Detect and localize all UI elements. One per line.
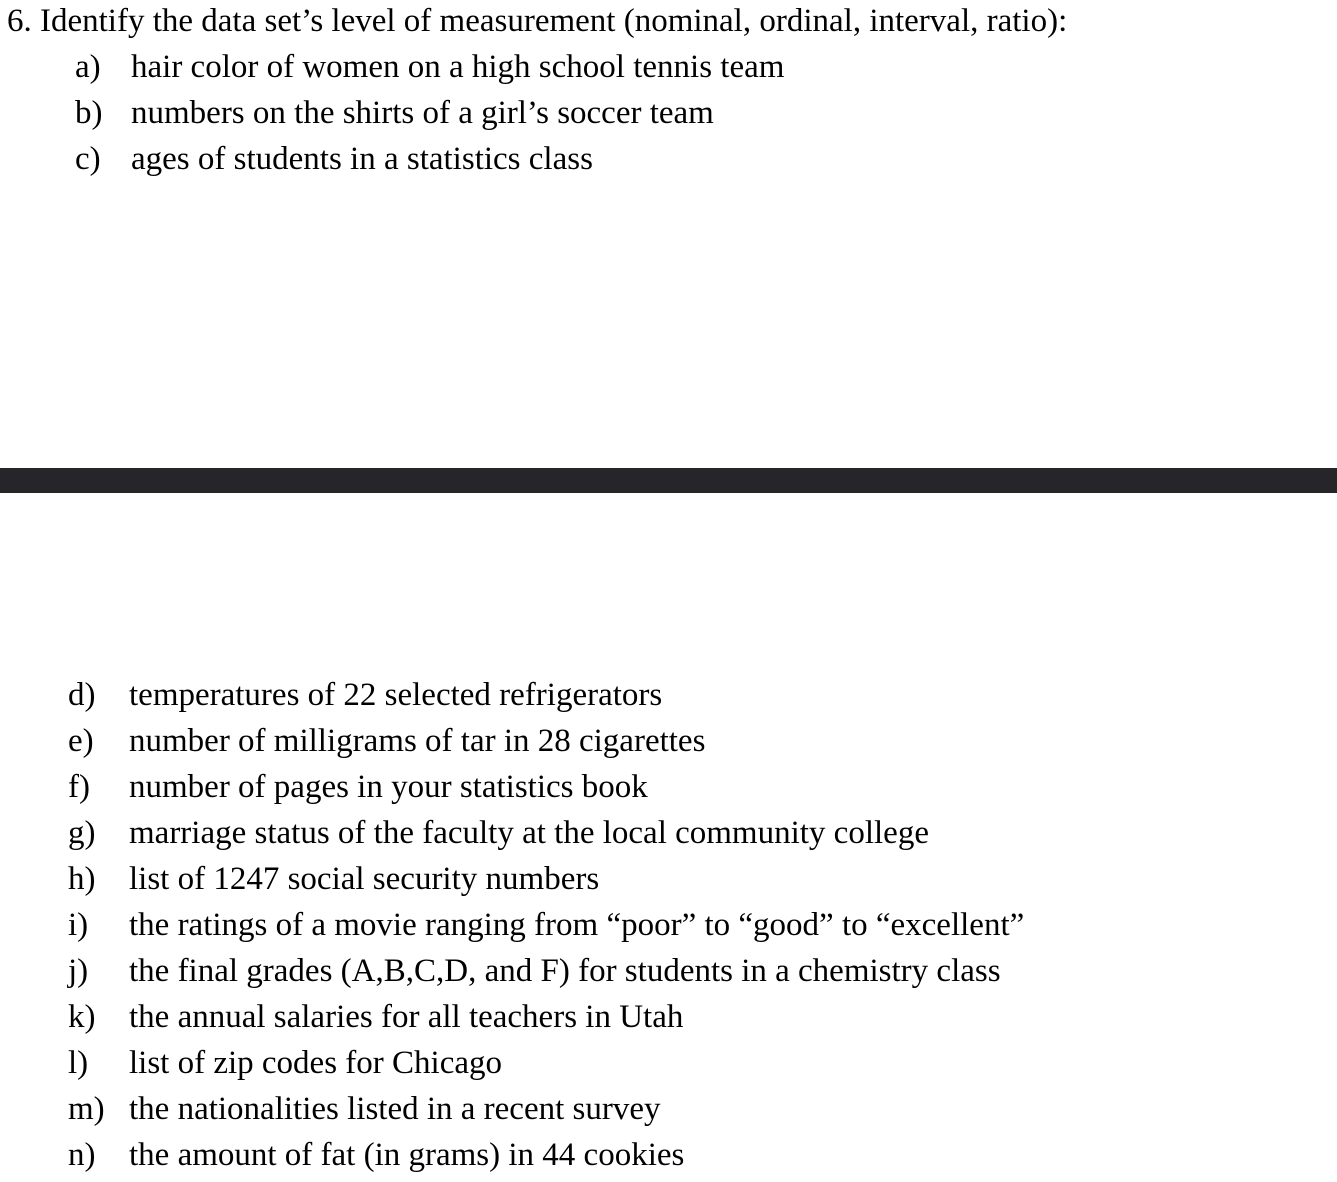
- item-text: hair color of women on a high school tennis team: [131, 49, 785, 85]
- item-marker: a): [75, 49, 101, 85]
- item-marker: n): [68, 1137, 96, 1173]
- item-marker: l): [68, 1045, 89, 1081]
- item-text: list of zip codes for Chicago: [129, 1045, 502, 1081]
- list-item-g: [0, 810, 1337, 856]
- item-text: list of 1247 social security numbers: [129, 861, 600, 897]
- list-item-j: [0, 948, 1337, 994]
- item-text: number of pages in your statistics book: [129, 769, 648, 805]
- item-text: ages of students in a statistics class: [131, 141, 593, 177]
- list-item-d: [0, 672, 1337, 718]
- list-item-n: [0, 1132, 1337, 1178]
- item-marker: i): [68, 907, 89, 943]
- list-item-k: [0, 994, 1337, 1040]
- item-marker: e): [68, 723, 94, 759]
- sub-item-list-d-to-n: [0, 672, 1337, 1178]
- item-marker: b): [75, 95, 103, 131]
- list-item-e: [0, 718, 1337, 764]
- item-text: numbers on the shirts of a girl’s soccer team: [131, 95, 714, 131]
- sub-item-list-a-to-c: [0, 44, 1337, 182]
- item-marker: k): [68, 999, 96, 1035]
- list-item-h: [0, 856, 1337, 902]
- list-item-i: [0, 902, 1337, 948]
- item-marker: f): [68, 769, 90, 805]
- item-text: marriage status of the faculty at the local community college: [129, 815, 929, 851]
- item-marker: h): [68, 861, 96, 897]
- item-marker: d): [68, 677, 96, 713]
- item-text: temperatures of 22 selected refrigerators: [129, 677, 663, 713]
- question-6-section-top: [0, 0, 1337, 182]
- item-text: number of milligrams of tar in 28 cigarettes: [129, 723, 706, 759]
- item-marker: j): [68, 953, 89, 989]
- item-text: the final grades (A,B,C,D, and F) for students in a chemistry class: [129, 953, 1001, 989]
- item-marker: c): [75, 141, 101, 177]
- item-text: the nationalities listed in a recent survey: [129, 1091, 661, 1127]
- item-text: the amount of fat (in grams) in 44 cookies: [129, 1137, 685, 1173]
- page-break-bar: [0, 468, 1337, 493]
- list-item-c: [0, 136, 1337, 182]
- item-text: the annual salaries for all teachers in Utah: [129, 999, 684, 1035]
- question-6-section-bottom: [0, 672, 1337, 1178]
- item-text: the ratings of a movie ranging from “poor” to “good” to “excellent”: [129, 907, 1025, 943]
- list-item-f: [0, 764, 1337, 810]
- list-item-b: [0, 90, 1337, 136]
- list-item-m: [0, 1086, 1337, 1132]
- list-item-a: [0, 44, 1337, 90]
- item-marker: m): [68, 1091, 105, 1127]
- list-item-l: [0, 1040, 1337, 1086]
- question-heading: 6. Identify the data set’s level of measurement (nominal, ordinal, interval, ratio):: [7, 3, 1068, 39]
- item-marker: g): [68, 815, 96, 851]
